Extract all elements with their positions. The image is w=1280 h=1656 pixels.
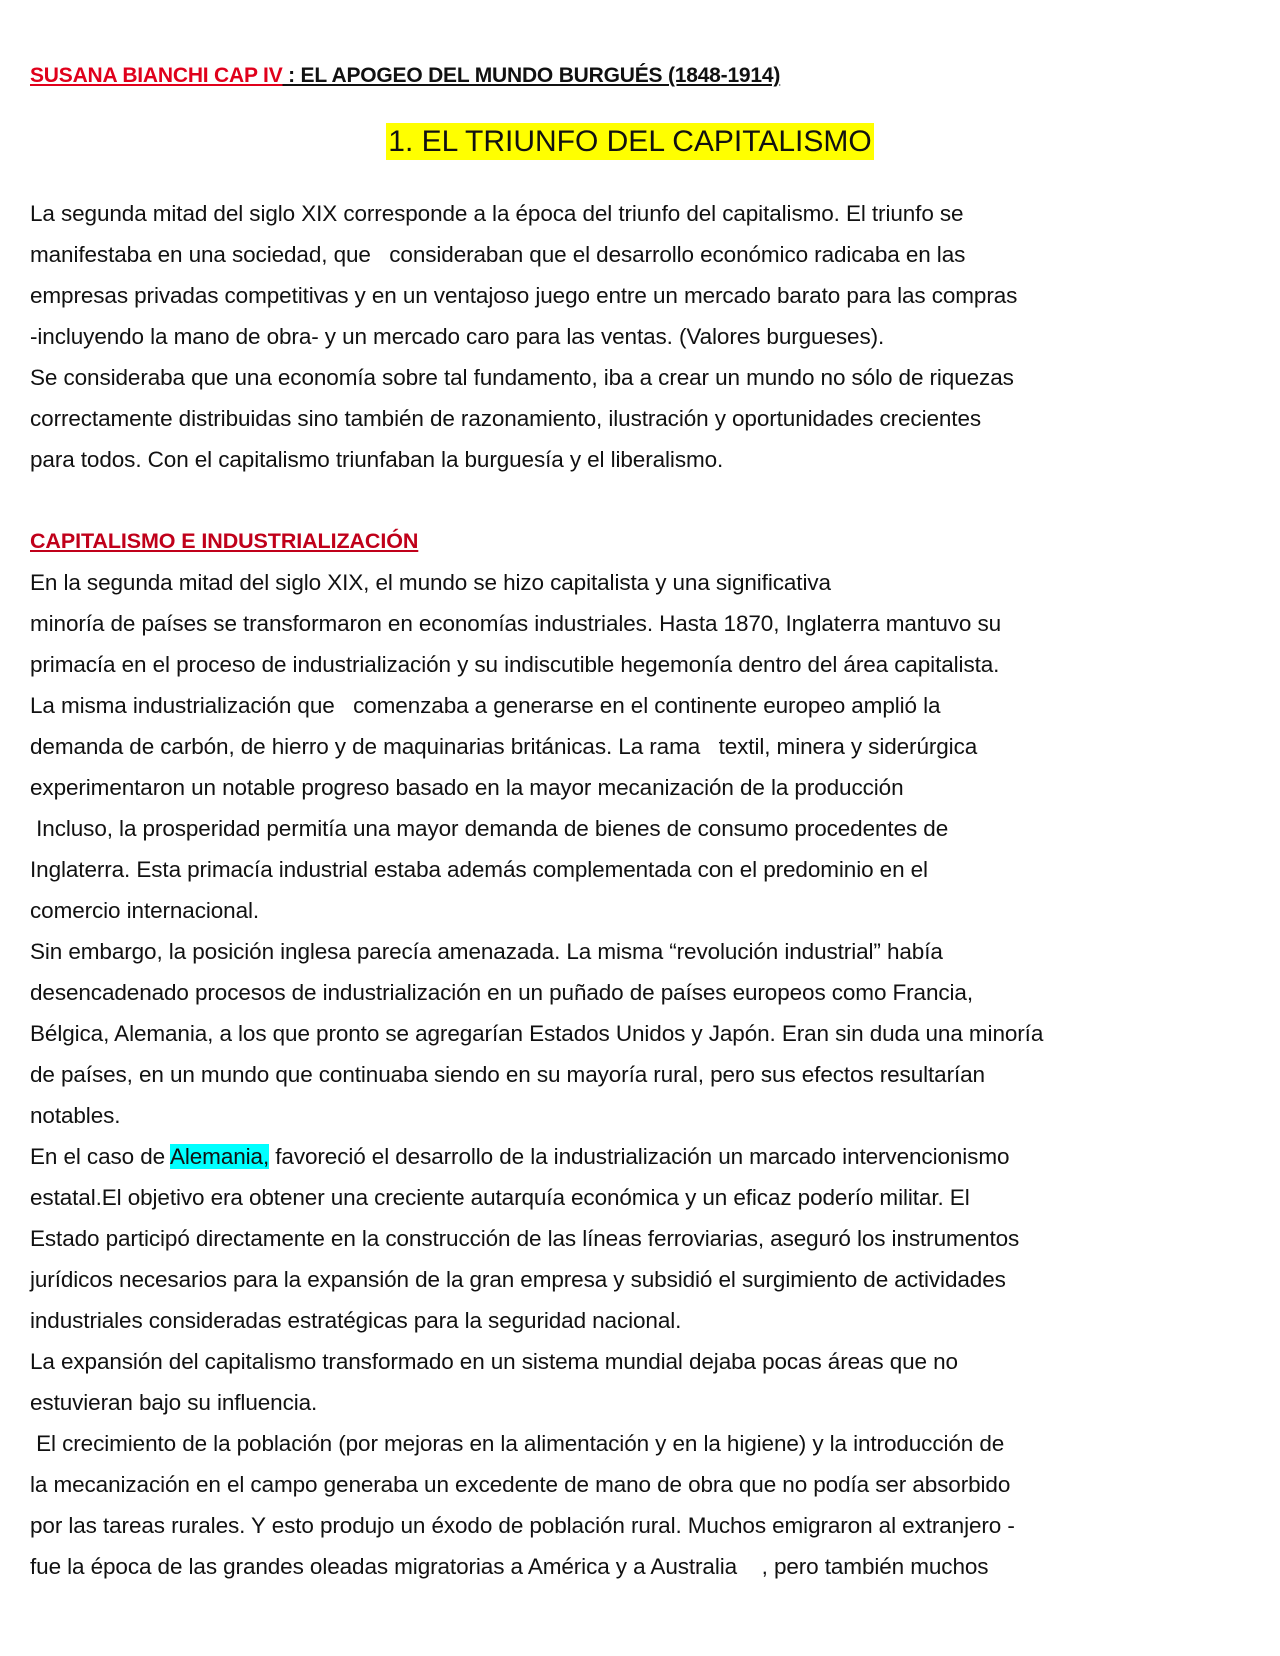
text-line: comercio internacional. bbox=[30, 898, 260, 923]
text-line: manifestaba en una sociedad, que consideraban que el desarrollo económico radicaba en las bbox=[30, 242, 966, 267]
text-line: estatal.El objetivo era obtener una creciente autarquía económica y un eficaz poderío militar. El bbox=[30, 1185, 970, 1210]
text-line: correctamente distribuidas sino también de razonamiento, ilustración y oportunidades crecientes bbox=[30, 406, 982, 431]
document-body bbox=[30, 193, 1230, 1587]
text-fragment: En el caso de bbox=[30, 1144, 170, 1169]
text-line: industriales consideradas estratégicas para la seguridad nacional. bbox=[30, 1308, 682, 1333]
text-line: jurídicos necesarios para la expansión de la gran empresa y subsidió el surgimiento de actividades bbox=[30, 1267, 1006, 1292]
text-line: experimentaron un notable progreso basado en la mayor mecanización de la producción bbox=[30, 775, 904, 800]
blank-line bbox=[30, 480, 1230, 521]
text-line: fue la época de las grandes oleadas migratorias a América y a Australia , pero también muchos bbox=[30, 1554, 989, 1579]
text-line: La segunda mitad del siglo XIX corresponde a la época del triunfo del capitalismo. El triunfo se bbox=[30, 201, 964, 226]
text-line: Estado participó directamente en la construcción de las líneas ferroviarias, aseguró los instrumentos bbox=[30, 1226, 1020, 1251]
text-line: minoría de países se transformaron en economías industriales. Hasta 1870, Inglaterra mantuvo su bbox=[30, 611, 1002, 636]
text-line: estuvieran bajo su influencia. bbox=[30, 1390, 318, 1415]
section-title-highlight: 1. EL TRIUNFO DEL CAPITALISMO bbox=[388, 125, 872, 158]
text-line: desencadenado procesos de industrialización en un puñado de países europeos como Francia, bbox=[30, 980, 973, 1005]
text-line: Sin embargo, la posición inglesa parecía amenazada. La misma “revolución industrial” había bbox=[30, 939, 943, 964]
text-line: El crecimiento de la población (por mejoras en la alimentación y en la higiene) y la introducción de bbox=[30, 1431, 1005, 1456]
text-line: de países, en un mundo que continuaba siendo en su mayoría rural, pero sus efectos resultarían bbox=[30, 1062, 985, 1087]
author-chapter-label: SUSANA BIANCHI CAP IV bbox=[30, 64, 283, 87]
text-line-alemania bbox=[30, 1136, 1230, 1177]
text-line: primacía en el proceso de industrialización y su indiscutible hegemonía dentro del área capitalista. bbox=[30, 652, 1000, 677]
text-line: la mecanización en el campo generaba un excedente de mano de obra que no podía ser absorbido bbox=[30, 1472, 1011, 1497]
text-line: demanda de carbón, de hierro y de maquinarias británicas. La rama textil, minera y siderúrgica bbox=[30, 734, 978, 759]
text-line: Incluso, la prosperidad permitía una mayor demanda de bienes de consumo procedentes de bbox=[30, 816, 949, 841]
text-line: para todos. Con el capitalismo triunfaban la burguesía y el liberalismo. bbox=[30, 447, 724, 472]
section-title bbox=[30, 125, 1230, 159]
text-line: La misma industrialización que comenzaba a generarse en el continente europeo amplió la bbox=[30, 693, 941, 718]
chapter-title: : EL APOGEO DEL MUNDO BURGUÉS (1848-1914) bbox=[282, 64, 781, 87]
document-header bbox=[30, 64, 780, 88]
text-line: Inglaterra. Esta primacía industrial estaba además complementada con el predominio en el bbox=[30, 857, 928, 882]
text-fragment: favoreció el desarrollo de la industrialización un marcado intervencionismo bbox=[269, 1144, 1010, 1169]
text-line: -incluyendo la mano de obra- y un mercado caro para las ventas. (Valores burgueses). bbox=[30, 324, 885, 349]
text-line: empresas privadas competitivas y en un ventajoso juego entre un mercado barato para las compras bbox=[30, 283, 1018, 308]
highlighted-text-alemania: Alemania, bbox=[169, 1144, 270, 1169]
text-line: En la segunda mitad del siglo XIX, el mundo se hizo capitalista y una significativa bbox=[30, 570, 831, 595]
text-line: Se consideraba que una economía sobre tal fundamento, iba a crear un mundo no sólo de riquezas bbox=[30, 365, 1014, 390]
text-line: La expansión del capitalismo transformado en un sistema mundial dejaba pocas áreas que no bbox=[30, 1349, 958, 1374]
subheading: CAPITALISMO E INDUSTRIALIZACIÓN bbox=[30, 529, 419, 553]
text-line: notables. bbox=[30, 1103, 121, 1128]
text-line: por las tareas rurales. Y esto produjo un éxodo de población rural. Muchos emigraron al extranjero - bbox=[30, 1513, 1015, 1538]
text-line: Bélgica, Alemania, a los que pronto se agregarían Estados Unidos y Japón. Eran sin duda una minoría bbox=[30, 1021, 1044, 1046]
